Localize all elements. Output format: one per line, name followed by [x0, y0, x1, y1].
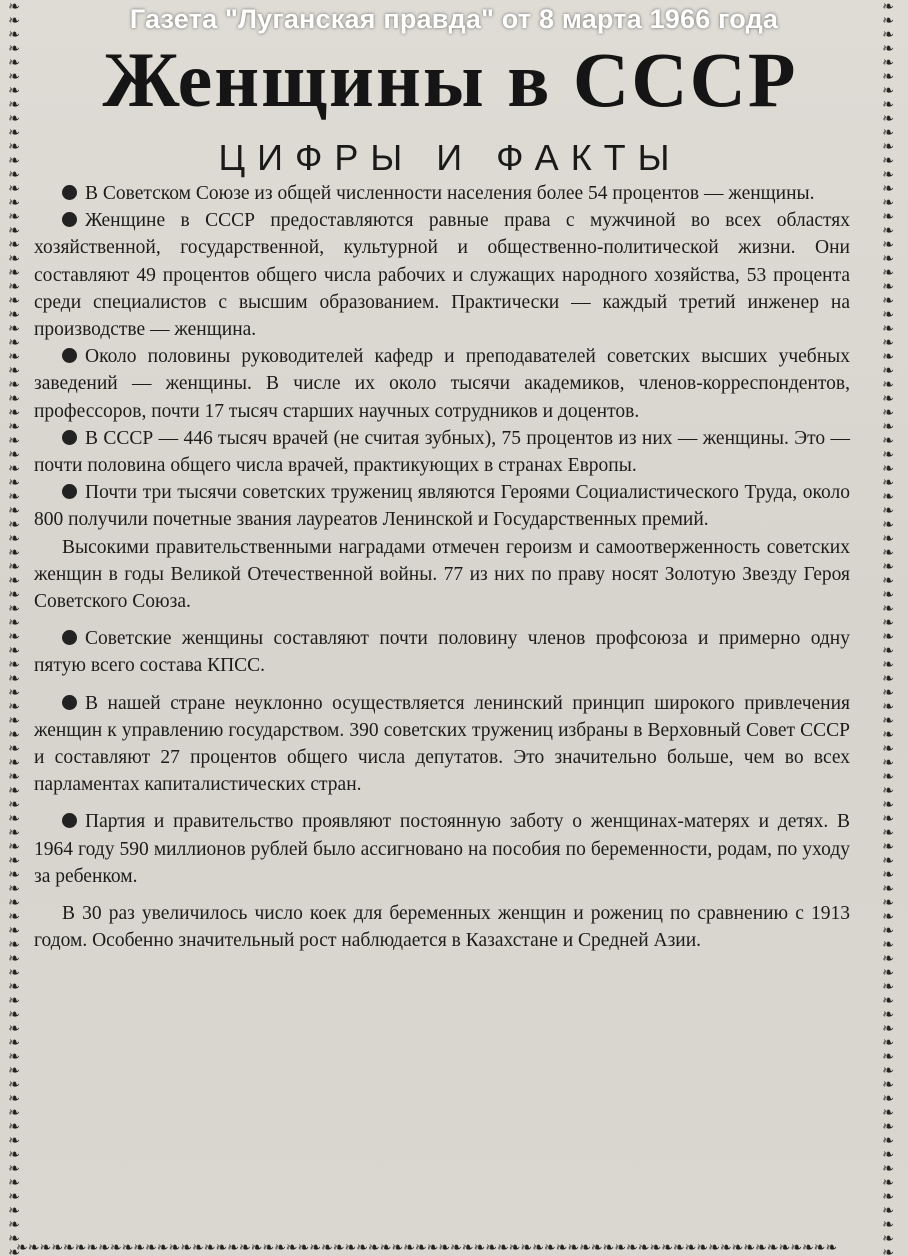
ornament-glyph: ❧ [8, 237, 20, 253]
bullet-icon [62, 430, 77, 445]
ornament-glyph: ❧ [882, 965, 894, 981]
ornament-glyph: ❧ [882, 83, 894, 99]
ornament-glyph: ❧ [8, 1091, 20, 1107]
ornament-glyph: ❧ [8, 993, 20, 1009]
ornament-glyph: ❧ [882, 755, 894, 771]
ornament-glyph: ❧ [882, 293, 894, 309]
ornament-glyph: ❧ [882, 531, 894, 547]
ornament-glyph: ❧ [8, 1203, 20, 1219]
ornament-glyph: ❧ [8, 699, 20, 715]
ornament-glyph: ❧ [882, 181, 894, 197]
ornament-glyph: ❧ [882, 489, 894, 505]
ornament-glyph: ❧ [8, 307, 20, 323]
article-body [34, 180, 850, 954]
ornament-glyph: ❧ [882, 1161, 894, 1177]
ornament-glyph: ❧ [882, 1189, 894, 1205]
ornament-glyph: ❧ [8, 713, 20, 729]
ornament-glyph: ❧ [882, 475, 894, 491]
ornament-glyph: ❧ [882, 307, 894, 323]
ornament-glyph: ❧ [882, 265, 894, 281]
ornament-glyph: ❧ [8, 727, 20, 743]
ornament-glyph: ❧ [882, 167, 894, 183]
ornament-glyph: ❧ [882, 279, 894, 295]
ornament-glyph: ❧ [882, 727, 894, 743]
ornament-glyph: ❧ [882, 895, 894, 911]
paragraph: Партия и правительство проявляют постоянную заботу о женщинах-матерях и детях. В 1964 году 590 миллионов рублей было ассигновано на пособия по беременности, родам, по уходу за ребенком. [34, 811, 850, 887]
ornament-glyph: ❧ [8, 1007, 20, 1023]
ornament-glyph: ❧ [8, 517, 20, 533]
ornament-glyph: ❧ [8, 895, 20, 911]
ornament-glyph: ❧ [8, 97, 20, 113]
ornament-glyph: ❧ [8, 503, 20, 519]
ornament-glyph: ❧ [8, 825, 20, 841]
ornament-glyph: ❧ [8, 615, 20, 631]
ornament-glyph: ❧ [882, 237, 894, 253]
ornament-glyph: ❧ [8, 1147, 20, 1163]
ornament-glyph: ❧ [8, 1105, 20, 1121]
ornament-glyph: ❧ [8, 797, 20, 813]
paragraph: В Советском Союзе из общей численности населения более 54 процентов — женщины. [34, 180, 850, 207]
ornament-glyph: ❧ [8, 1175, 20, 1191]
ornament-glyph: ❧ [882, 461, 894, 477]
ornament-glyph: ❧ [882, 881, 894, 897]
paragraph: Женщине в СССР предоставляются равные права с мужчиной во всех областях хозяйственной, государственной, культурной и общественно-политической жизни. Они составляют 49 процентов общего числа рабочих и служащих народного хозяйства, 53 процента среди специалистов с высшим образованием. Практически — каждый третий инженер на производстве — женщина. [34, 210, 850, 341]
ornament-glyph: ❧ [8, 489, 20, 505]
paragraph: В 30 раз увеличилось число коек для беременных женщин и рожениц по сравнению с 1913 годом. Особенно значительный рост наблюдается в Казахстане и Средней Азии. [34, 903, 850, 952]
ornament-glyph: ❧ [882, 853, 894, 869]
ornament-glyph: ❧ [882, 559, 894, 575]
ornament-glyph: ❧ [8, 643, 20, 659]
bullet-icon [62, 348, 77, 363]
left-ornament-border [6, 0, 22, 1256]
paragraph: Около половины руководителей кафедр и преподавателей советских высших учебных заведений — женщины. В числе их около тысячи академиков, членов-корреспондентов, профессоров, почти 17 тысяч старших научных сотрудников и доцентов. [34, 346, 850, 422]
ornament-glyph: ❧ [882, 125, 894, 141]
ornament-glyph: ❧ [8, 573, 20, 589]
ornament-glyph: ❧ [882, 699, 894, 715]
ornament-glyph: ❧ [8, 811, 20, 827]
ornament-glyph: ❧ [882, 517, 894, 533]
ornament-glyph: ❧ [8, 475, 20, 491]
ornament-glyph: ❧ [8, 27, 20, 43]
ornament-glyph: ❧ [882, 1231, 894, 1247]
ornament-glyph: ❧ [882, 615, 894, 631]
ornament-glyph: ❧ [8, 167, 20, 183]
ornament-glyph: ❧ [8, 867, 20, 883]
ornament-glyph: ❧ [882, 545, 894, 561]
ornament-glyph: ❧ [882, 993, 894, 1009]
ornament-glyph: ❧ [882, 69, 894, 85]
ornament-glyph: ❧ [8, 937, 20, 953]
ornament-glyph: ❧ [882, 433, 894, 449]
ornament-glyph: ❧ [8, 1021, 20, 1037]
ornament-glyph: ❧ [882, 811, 894, 827]
ornament-glyph: ❧ [882, 1091, 894, 1107]
ornament-glyph: ❧ [8, 363, 20, 379]
ornament-glyph: ❧ [882, 0, 894, 15]
ornament-glyph: ❧ [8, 783, 20, 799]
ornament-glyph: ❧ [882, 195, 894, 211]
ornament-glyph: ❧ [882, 223, 894, 239]
ornament-glyph: ❧ [882, 1147, 894, 1163]
ornament-glyph: ❧ [8, 1161, 20, 1177]
bottom-ornament-border: ❧❧❧❧❧❧❧❧❧❧❧❧❧❧❧❧❧❧❧❧❧❧❧❧❧❧❧❧❧❧❧❧❧❧❧❧❧❧❧❧❧❧❧❧❧❧❧❧❧❧❧❧❧❧❧❧❧❧❧❧❧❧❧❧❧❧❧❧❧❧ [16, 1240, 838, 1256]
ornament-glyph: ❧ [882, 321, 894, 337]
ornament-glyph: ❧ [882, 573, 894, 589]
ornament-glyph: ❧ [8, 559, 20, 575]
ornament-glyph: ❧ [882, 1063, 894, 1079]
ornament-glyph: ❧ [882, 503, 894, 519]
ornament-glyph: ❧ [8, 1063, 20, 1079]
ornament-glyph: ❧ [882, 937, 894, 953]
ornament-glyph: ❧ [8, 741, 20, 757]
ornament-glyph: ❧ [882, 97, 894, 113]
ornament-glyph: ❧ [8, 1077, 20, 1093]
ornament-glyph: ❧ [882, 601, 894, 617]
paragraph: Почти три тысячи советских тружениц являются Героями Социалистического Труда, около 800 получили почетные звания лауреатов Ленинской и Государственных премий. [34, 482, 850, 531]
ornament-glyph: ❧ [882, 643, 894, 659]
ornament-glyph: ❧ [882, 405, 894, 421]
ornament-glyph: ❧ [882, 1133, 894, 1149]
bullet-icon [62, 695, 77, 710]
ornament-glyph: ❧ [8, 433, 20, 449]
ornament-glyph: ❧ [882, 363, 894, 379]
ornament-glyph: ❧ [8, 965, 20, 981]
ornament-glyph: ❧ [882, 349, 894, 365]
ornament-glyph: ❧ [882, 1203, 894, 1219]
ornament-glyph: ❧ [8, 125, 20, 141]
ornament-glyph: ❧ [882, 825, 894, 841]
ornament-glyph: ❧ [882, 909, 894, 925]
ornament-glyph: ❧ [882, 391, 894, 407]
headline: Женщины в СССР [102, 36, 798, 123]
ornament-glyph: ❧ [8, 587, 20, 603]
ornament-glyph: ❧ [882, 713, 894, 729]
ornament-glyph: ❧ [8, 391, 20, 407]
ornament-glyph: ❧ [882, 685, 894, 701]
ornament-glyph: ❧ [8, 755, 20, 771]
ornament-glyph: ❧ [8, 1133, 20, 1149]
ornament-glyph: ❧ [882, 923, 894, 939]
ornament-glyph: ❧ [8, 685, 20, 701]
ornament-glyph: ❧ [8, 1189, 20, 1205]
ornament-glyph: ❧ [8, 0, 20, 15]
ornament-glyph: ❧ [882, 1049, 894, 1065]
paragraph: Советские женщины составляют почти половину членов профсоюза и примерно одну пятую всего состава КПСС. [34, 628, 850, 677]
bullet-icon [62, 484, 77, 499]
ornament-glyph: ❧ [8, 69, 20, 85]
ornament-glyph: ❧ [8, 349, 20, 365]
ornament-glyph: ❧ [882, 979, 894, 995]
ornament-glyph: ❧ [882, 447, 894, 463]
ornament-glyph: ❧ [8, 545, 20, 561]
ornament-glyph: ❧ [882, 629, 894, 645]
ornament-glyph: ❧ [882, 797, 894, 813]
paragraph: Высокими правительственными наградами отмечен героизм и самоотверженность советских женщин в годы Великой Отечественной войны. 77 из них по праву носят Золотую Звезду Героя Советского Союза. [34, 536, 850, 613]
ornament-glyph: ❧ [8, 1119, 20, 1135]
ornament-glyph: ❧ [882, 1035, 894, 1051]
ornament-glyph: ❧ [8, 251, 20, 267]
right-ornament-border [880, 0, 896, 1256]
photo-caption: Газета "Луганская правда" от 8 марта 1966 года [129, 4, 779, 34]
ornament-glyph: ❧ [882, 587, 894, 603]
ornament-glyph: ❧ [8, 405, 20, 421]
ornament-glyph: ❧ [8, 293, 20, 309]
bullet-icon [62, 813, 77, 828]
ornament-glyph: ❧ [8, 447, 20, 463]
ornament-glyph: ❧ [8, 83, 20, 99]
ornament-glyph: ❧ [882, 769, 894, 785]
ornament-glyph: ❧ [8, 881, 20, 897]
ornament-glyph: ❧ [8, 13, 20, 29]
ornament-glyph: ❧ [882, 251, 894, 267]
ornament-glyph: ❧ [882, 1217, 894, 1233]
ornament-glyph: ❧ [882, 1119, 894, 1135]
ornament-glyph: ❧ [8, 279, 20, 295]
ornament-glyph: ❧ [882, 41, 894, 57]
ornament-glyph: ❧ [8, 1245, 20, 1256]
paragraph: В СССР — 446 тысяч врачей (не считая зубных), 75 процентов из них — женщины. Это — почти половина общего числа врачей, практикующих в странах Европы. [34, 427, 850, 477]
ornament-glyph: ❧ [882, 377, 894, 393]
ornament-glyph: ❧ [882, 1175, 894, 1191]
ornament-glyph: ❧ [882, 867, 894, 883]
ornament-glyph: ❧ [8, 657, 20, 673]
ornament-glyph: ❧ [8, 419, 20, 435]
ornament-glyph: ❧ [8, 209, 20, 225]
ornament-glyph: ❧ [8, 321, 20, 337]
ornament-glyph: ❧ [8, 1217, 20, 1233]
ornament-glyph: ❧ [882, 13, 894, 29]
ornament-glyph: ❧ [882, 111, 894, 127]
ornament-glyph: ❧ [8, 671, 20, 687]
subheadline: ЦИФРЫ И ФАКТЫ [218, 137, 682, 178]
bullet-icon [62, 212, 77, 227]
ornament-glyph: ❧ [8, 153, 20, 169]
ornament-glyph: ❧ [8, 531, 20, 547]
ornament-glyph: ❧ [8, 111, 20, 127]
ornament-glyph: ❧ [882, 335, 894, 351]
ornament-glyph: ❧ [882, 209, 894, 225]
ornament-glyph: ❧ [8, 909, 20, 925]
ornament-glyph: ❧ [8, 979, 20, 995]
ornament-glyph: ❧ [882, 1007, 894, 1023]
ornament-glyph: ❧ [8, 195, 20, 211]
ornament-glyph: ❧ [8, 139, 20, 155]
ornament-glyph: ❧ [8, 223, 20, 239]
ornament-glyph: ❧ [882, 951, 894, 967]
ornament-glyph: ❧ [882, 55, 894, 71]
ornament-glyph: ❧ [882, 671, 894, 687]
ornament-glyph: ❧ [8, 629, 20, 645]
ornament-glyph: ❧ [882, 153, 894, 169]
ornament-glyph: ❧ [882, 1077, 894, 1093]
ornament-glyph: ❧ [8, 1231, 20, 1247]
ornament-glyph: ❧ [8, 769, 20, 785]
ornament-glyph: ❧ [8, 1035, 20, 1051]
ornament-glyph: ❧ [8, 839, 20, 855]
ornament-glyph: ❧ [8, 181, 20, 197]
ornament-glyph: ❧ [882, 839, 894, 855]
ornament-glyph: ❧ [8, 55, 20, 71]
ornament-glyph: ❧ [882, 1105, 894, 1121]
ornament-glyph: ❧ [882, 419, 894, 435]
ornament-glyph: ❧ [8, 951, 20, 967]
bullet-icon [62, 630, 77, 645]
ornament-glyph: ❧ [8, 335, 20, 351]
ornament-glyph: ❧ [8, 853, 20, 869]
ornament-glyph: ❧ [8, 923, 20, 939]
ornament-glyph: ❧ [8, 377, 20, 393]
paragraph: В нашей стране неуклонно осуществляется ленинский принцип широкого привлечения женщин к управлению государством. 390 советских тружениц избраны в Верховный Совет СССР и составляют 27 процентов общего числа депутатов. Это значительно больше, чем во всех парламентах капиталистических стран. [34, 692, 850, 796]
ornament-glyph: ❧ [882, 139, 894, 155]
ornament-glyph: ❧ [882, 1021, 894, 1037]
ornament-glyph: ❧ [8, 1049, 20, 1065]
ornament-glyph: ❧ [8, 601, 20, 617]
ornament-glyph: ❧ [882, 657, 894, 673]
ornament-glyph: ❧ [882, 1245, 894, 1256]
ornament-glyph: ❧ [882, 741, 894, 757]
bullet-icon [62, 185, 77, 200]
ornament-glyph: ❧ [8, 461, 20, 477]
ornament-glyph: ❧ [882, 783, 894, 799]
ornament-glyph: ❧ [8, 41, 20, 57]
ornament-glyph: ❧ [882, 27, 894, 43]
ornament-glyph: ❧ [8, 265, 20, 281]
